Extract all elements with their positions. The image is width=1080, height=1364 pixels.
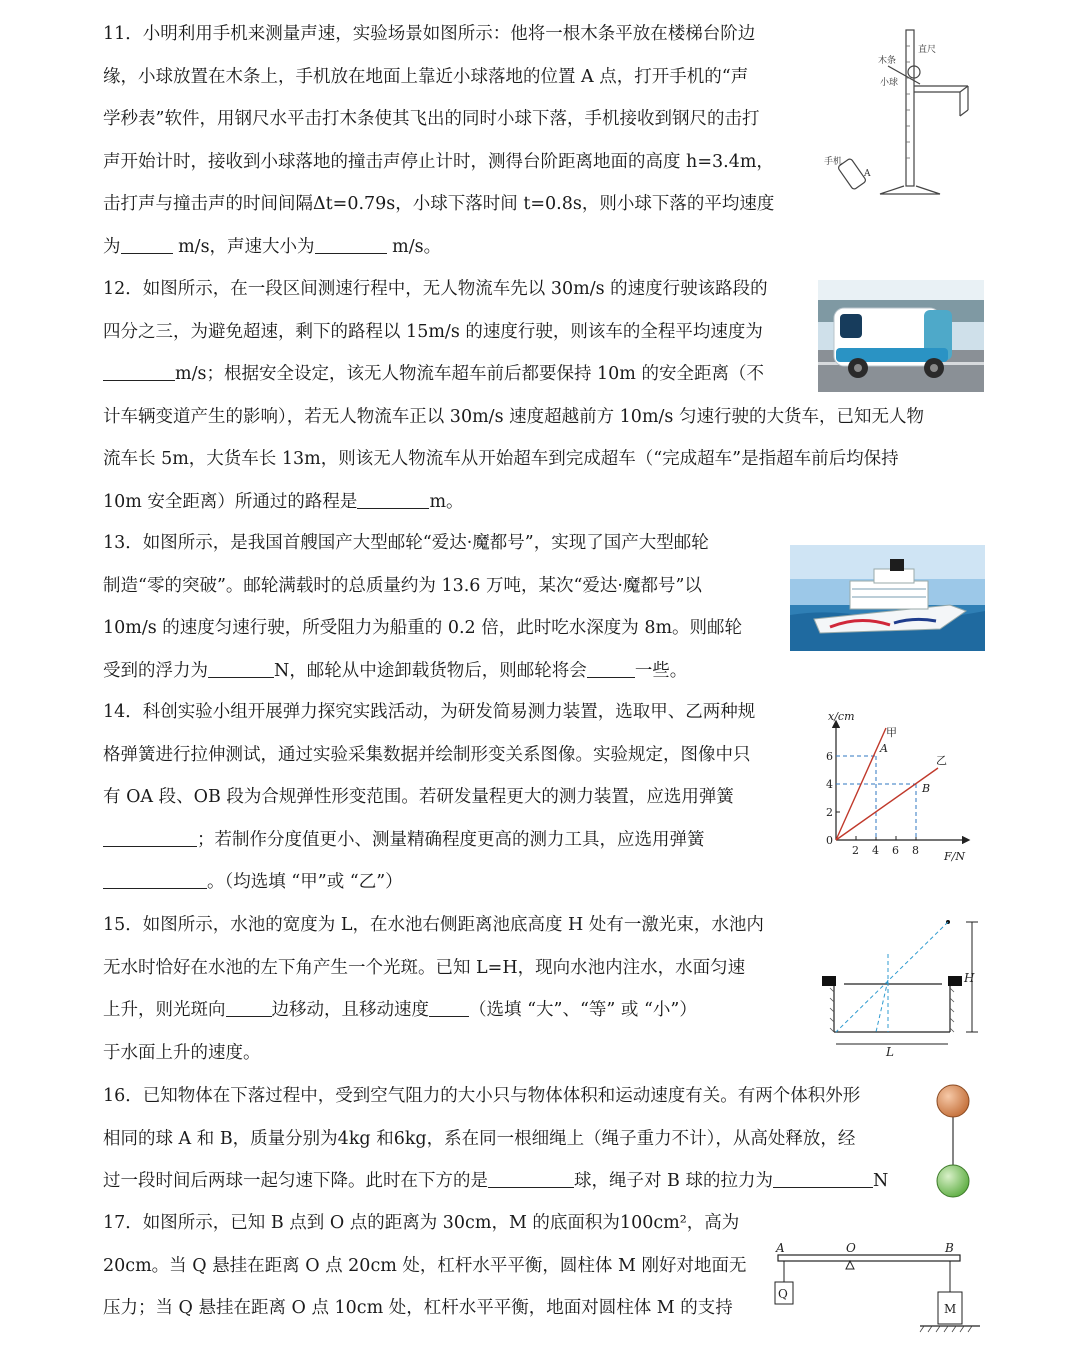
q17-line-3: 压力；当 Q 悬挂在距离 O 点 10cm 处，杠杆水平平衡，地面对圆柱体 M 的支持: [103, 1298, 733, 1319]
q15-line-2: 无水时恰好在水池的左下角产生一个光斑。已知 L=H，现向水池内注水，水面匀速: [103, 957, 746, 978]
answer-blank[interactable]: [226, 998, 272, 1017]
question-13: [103, 522, 742, 692]
q16-tail-3: N: [873, 1171, 889, 1192]
x-tick-2: 2: [852, 844, 859, 857]
q12-line-3-text: m/s；根据安全设定，该无人物流车超车前后都要保持 10m 的安全距离（不: [175, 364, 764, 385]
q13-tail-2: N，邮轮从中途卸载货物后，则邮轮将会: [274, 660, 587, 681]
q12-tail-1: 10m 安全距离）所通过的路程是: [103, 491, 358, 512]
answer-blank[interactable]: [103, 362, 175, 381]
answer-blank[interactable]: [315, 235, 387, 254]
q11-line-6: [103, 226, 774, 269]
question-17: [103, 1202, 746, 1330]
q11-tail-1: 为: [103, 236, 121, 257]
q14-tail: 。（均选填 “甲”或 “乙”）: [207, 872, 403, 893]
ruler-label: 直尺: [918, 45, 937, 55]
answer-blank[interactable]: [208, 658, 274, 677]
q13-tail-1: 受到的浮力为: [103, 660, 208, 681]
answer-blank[interactable]: [429, 998, 469, 1017]
weight-q-label: Q: [778, 1287, 788, 1301]
q15-line-3-a: 上升，则光斑向: [103, 1000, 226, 1021]
q16-tail-2: 球，绳子对 B 球的拉力为: [574, 1171, 773, 1192]
answer-blank[interactable]: [121, 235, 173, 254]
y-tick-6: 6: [826, 750, 833, 763]
phone-label: 手机: [824, 157, 843, 167]
two-balls-figure: [930, 1082, 976, 1200]
answer-blank[interactable]: [103, 870, 207, 889]
series-jia-label: 甲: [886, 726, 897, 739]
q15-line-3: [103, 989, 764, 1032]
answer-blank[interactable]: [587, 658, 635, 677]
question-12: [103, 268, 924, 524]
delivery-vehicle-photo: [818, 280, 984, 392]
stairs-ruler-figure: [820, 26, 980, 202]
q15-line-1: 15．如图所示，水池的宽度为 L，在水池右侧距离池底高度 H 处有一激光束，水池内: [103, 915, 764, 935]
lever-figure: [770, 1240, 980, 1334]
q16-line-1: 16．已知物体在下落过程中，受到空气阻力的大小只与物体体积和运动速度有关。有两个体积外形: [103, 1086, 861, 1106]
q11-tail-2: m/s，声速大小为: [178, 236, 315, 257]
q16-line-2: 相同的球 A 和 B，质量分别为4kg 和6kg，系在同一根细绳上（绳子重力不计），从高处释放，经: [103, 1128, 856, 1149]
q13-line-4: [103, 650, 742, 693]
q12-tail-2: m。: [429, 491, 464, 512]
q15-line-4: 于水面上升的速度。: [103, 1042, 261, 1063]
y-tick-2: 2: [826, 806, 833, 819]
question-14: [103, 691, 755, 904]
series-yi-label: 乙: [936, 754, 947, 767]
q11-line-1: 11．小明利用手机来测量声速，实验场景如图所示：他将一根木条平放在楼梯台阶边: [103, 24, 756, 44]
q11-line-2: 缘，小球放置在木条上，手机放在地面上靠近小球落地的位置 A 点，打开手机的“声: [103, 66, 749, 87]
q12-line-5: 流车长 5m，大货车长 13m，则该无人物流车从开始超车到完成超车（“完成超车”是指超车前后均保持: [103, 449, 899, 470]
q11-line-5: 击打声与撞击声的时间间隔Δt=0.79s，小球下落时间 t=0.8s，则小球下落的平均速度: [103, 194, 775, 215]
q16-line-3: [103, 1160, 888, 1203]
q11-tail-3: m/s。: [392, 236, 442, 257]
stick-label: 木条: [878, 56, 897, 66]
point-b-label: B: [922, 782, 931, 795]
answer-blank[interactable]: [488, 1169, 574, 1188]
q12-line-6: [103, 481, 924, 524]
q13-line-2: 制造“零的突破”。邮轮满载时的总质量约为 13.6 万吨，某次“爱达·魔都号”以: [103, 575, 702, 596]
x-tick-4: 4: [872, 844, 879, 857]
q12-line-4: 计车辆变道产生的影响），若无人物流车正以 30m/s 速度超越前方 10m/s 匀速行驶的大货车，已知无人物: [103, 406, 924, 427]
cruise-ship-photo: [790, 545, 985, 651]
q11-line-3: 学秒表”软件，用钢尺水平击打木条使其飞出的同时小球下落，手机接收到钢尺的击打: [103, 109, 760, 130]
q15-line-3-b: 边移动，且移动速度: [271, 1000, 429, 1021]
answer-blank[interactable]: [357, 490, 429, 509]
q12-line-2: 四分之三，为避免超速，剩下的路程以 15m/s 的速度行驶，则该车的全程平均速度为: [103, 321, 763, 342]
point-o-label: O: [846, 1241, 856, 1255]
x-tick-8: 8: [912, 844, 919, 857]
q14-line-4-text: ；若制作分度值更小、测量精确程度更高的测力工具，应选用弹簧: [197, 829, 705, 850]
q11-line-4: 声开始计时，接收到小球落地的撞击声停止计时，测得台阶距离地面的高度 h=3.4m，: [103, 151, 774, 172]
x-axis-label: F/N: [944, 850, 965, 863]
q14-line-1: 14．科创实验小组开展弹力探究实践活动，为研发简易测力装置，选取甲、乙两种规: [103, 702, 756, 722]
q14-line-4: [103, 819, 755, 862]
q13-tail-3: 一些。: [634, 660, 688, 681]
q15-line-3-c: （选填 “大”、“等” 或 “小”）: [469, 1000, 697, 1021]
width-label: L: [886, 1045, 894, 1056]
spring-graph-figure: [820, 704, 980, 868]
q14-line-3: 有 OA 段、OB 段为合规弹性形变范围。若研发量程更大的测力装置，应选用弹簧: [103, 787, 734, 808]
origin-label: 0: [826, 834, 833, 847]
height-label: H: [964, 971, 975, 985]
cylinder-m-label: M: [944, 1302, 957, 1316]
x-tick-6: 6: [892, 844, 899, 857]
q13-line-1: 13．如图所示，是我国首艘国产大型邮轮“爱达·魔都号”，实现了国产大型邮轮: [103, 533, 709, 553]
q13-line-3: 10m/s 的速度匀速行驶，所受阻力为船重的 0.2 倍，此时吃水深度为 8m。则邮轮: [103, 618, 743, 639]
answer-blank[interactable]: [103, 827, 197, 846]
point-a-label: A: [776, 1241, 785, 1255]
question-16: [103, 1075, 888, 1203]
q17-line-1: 17．如图所示，已知 B 点到 O 点的距离为 30cm，M 的底面积为100cm²，高为: [103, 1213, 740, 1233]
answer-blank[interactable]: [773, 1169, 873, 1188]
q16-tail-1: 过一段时间后两球一起匀速下降。此时在下方的是: [103, 1171, 488, 1192]
point-a-label: A: [864, 169, 871, 179]
point-a-label: A: [880, 742, 888, 755]
q12-line-3: [103, 353, 924, 396]
q14-line-2: 格弹簧进行拉伸测试，通过实验采集数据并绘制形变关系图像。实验规定，图像中只: [103, 744, 751, 765]
q14-line-5: [103, 861, 755, 904]
water-pool-figure: [818, 914, 984, 1056]
question-11: [103, 13, 774, 269]
y-tick-4: 4: [826, 778, 833, 791]
point-b-label: B: [945, 1241, 954, 1255]
q17-line-2: 20cm。当 Q 悬挂在距离 O 点 20cm 处，杠杆水平平衡，圆柱体 M 刚好对地面无: [103, 1255, 747, 1276]
q12-line-1: 12．如图所示，在一段区间测速行程中，无人物流车先以 30m/s 的速度行驶该路段的: [103, 279, 768, 299]
ball-label: 小球: [880, 78, 899, 88]
y-axis-label: x/cm: [828, 710, 855, 723]
question-15: [103, 904, 764, 1074]
